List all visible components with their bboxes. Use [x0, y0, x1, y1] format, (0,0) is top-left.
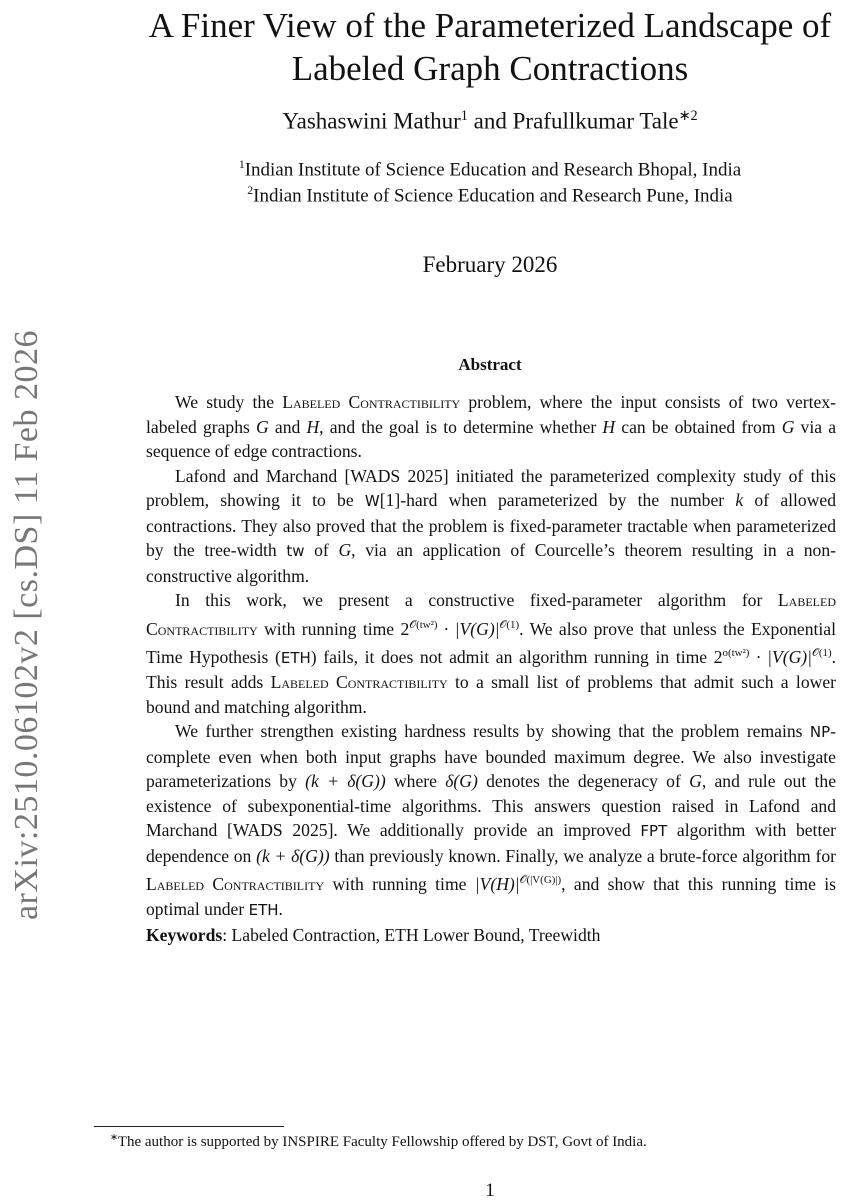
title-line-2: Labeled Graph Contractions [291, 49, 689, 88]
problem-name: Labeled Contractibility [270, 672, 448, 693]
problem-name: Labeled Contractibility [146, 874, 325, 895]
publication-date: February 2026 [422, 252, 558, 277]
arxiv-identifier [2, 230, 52, 920]
problem-name: Labeled Contractibility [146, 590, 836, 639]
affiliation-mark: 2 [247, 184, 254, 197]
title-line-1: A Finer View of the Parameterized Landscape of [148, 6, 832, 45]
author-conjunction: and [467, 108, 513, 134]
author-affiliation-mark: 1 [460, 108, 468, 124]
keywords-text: : Labeled Contraction, ETH Lower Bound, Treewidth [222, 925, 601, 945]
abstract-paragraph: In this work, we present a constructive fixed-parameter algorithm for Labeled Contractibility with running time $2^{𝒪(tw^2)} \cdot |V(G)|^{𝒪(1)}$. We also prove that unless the Exponential Time Hypothesis (ETH) fails, it does not admit an algorithm running in time $2^{o(tw^2)} \cdot |V(G)|^{𝒪(1)}$. This result adds Labeled Contractibility to a small list of problems that admit such a lower bound and matching algorithm. [146, 590, 836, 717]
affiliation-text: Indian Institute of Science Education and Research Pune, India [253, 185, 733, 207]
author-name: Yashaswini Mathur [282, 108, 461, 134]
footnote-divider [94, 1126, 284, 1127]
problem-name: Labeled Contractibility [282, 392, 461, 412]
abstract-paragraph: We study the Labeled Contractibility problem, where the input consists of two vertex-labeled graphs G and H, and the goal is to determine whether H can be obtained from G via a sequence of edge contractions. [146, 392, 837, 461]
footnote-text: The author is supported by INSPIRE Faculty Fellowship offered by DST, Govt of India. [117, 1134, 647, 1150]
affiliation-mark: 1 [238, 158, 245, 171]
affiliation [120, 158, 850, 181]
paper-title [120, 4, 850, 90]
footnote [110, 1132, 830, 1151]
author-name: Prafullkumar Tale [512, 108, 679, 134]
arxiv-identifier-text: arXiv:2510.06102v2 [cs.DS] 11 Feb 2026 [8, 329, 45, 920]
footnote-mark: ∗ [110, 1133, 118, 1143]
abstract-heading: Abstract [458, 355, 522, 374]
abstract-paragraph: Lafond and Marchand [WADS 2025] initiated the parameterized complexity study of this problem, showing it to be W[1]-hard when parameterized by the number k of allowed contractions. They also proved that the problem is fixed-parameter tractable when parameterized by the tree-width tw of G, via an application of Courcelle’s theorem resulting in a non-constructive algorithm. [146, 465, 837, 586]
keywords [146, 925, 836, 946]
author-list [120, 108, 850, 135]
abstract-body [146, 390, 836, 922]
keywords-label: Keywords [146, 925, 223, 945]
page-number: 1 [485, 1180, 495, 1201]
author-affiliation-mark: ∗2 [678, 108, 698, 124]
affiliation-text: Indian Institute of Science Education and Research Bhopal, India [244, 159, 742, 181]
abstract-paragraph: We further strengthen existing hardness results by showing that the problem remains NP-complete even when both input graphs have bounded maximum degree. We also investigate parameterizations by (k + δ(G)) where δ(G) denotes the degeneracy of G, and rule out the existence of subexponential-time algorithms. This answers question raised in Lafond and Marchand [WADS 2025]. We additionally provide an improved FPT algorithm with better dependence on (k + δ(G)) than previously known. Finally, we analyze a brute-force algorithm for Labeled Contractibility with running time $|V(H)|^{𝒪(|V(G)|)}$, and show that this running time is optimal under ETH. [146, 721, 837, 919]
affiliation [120, 184, 850, 207]
